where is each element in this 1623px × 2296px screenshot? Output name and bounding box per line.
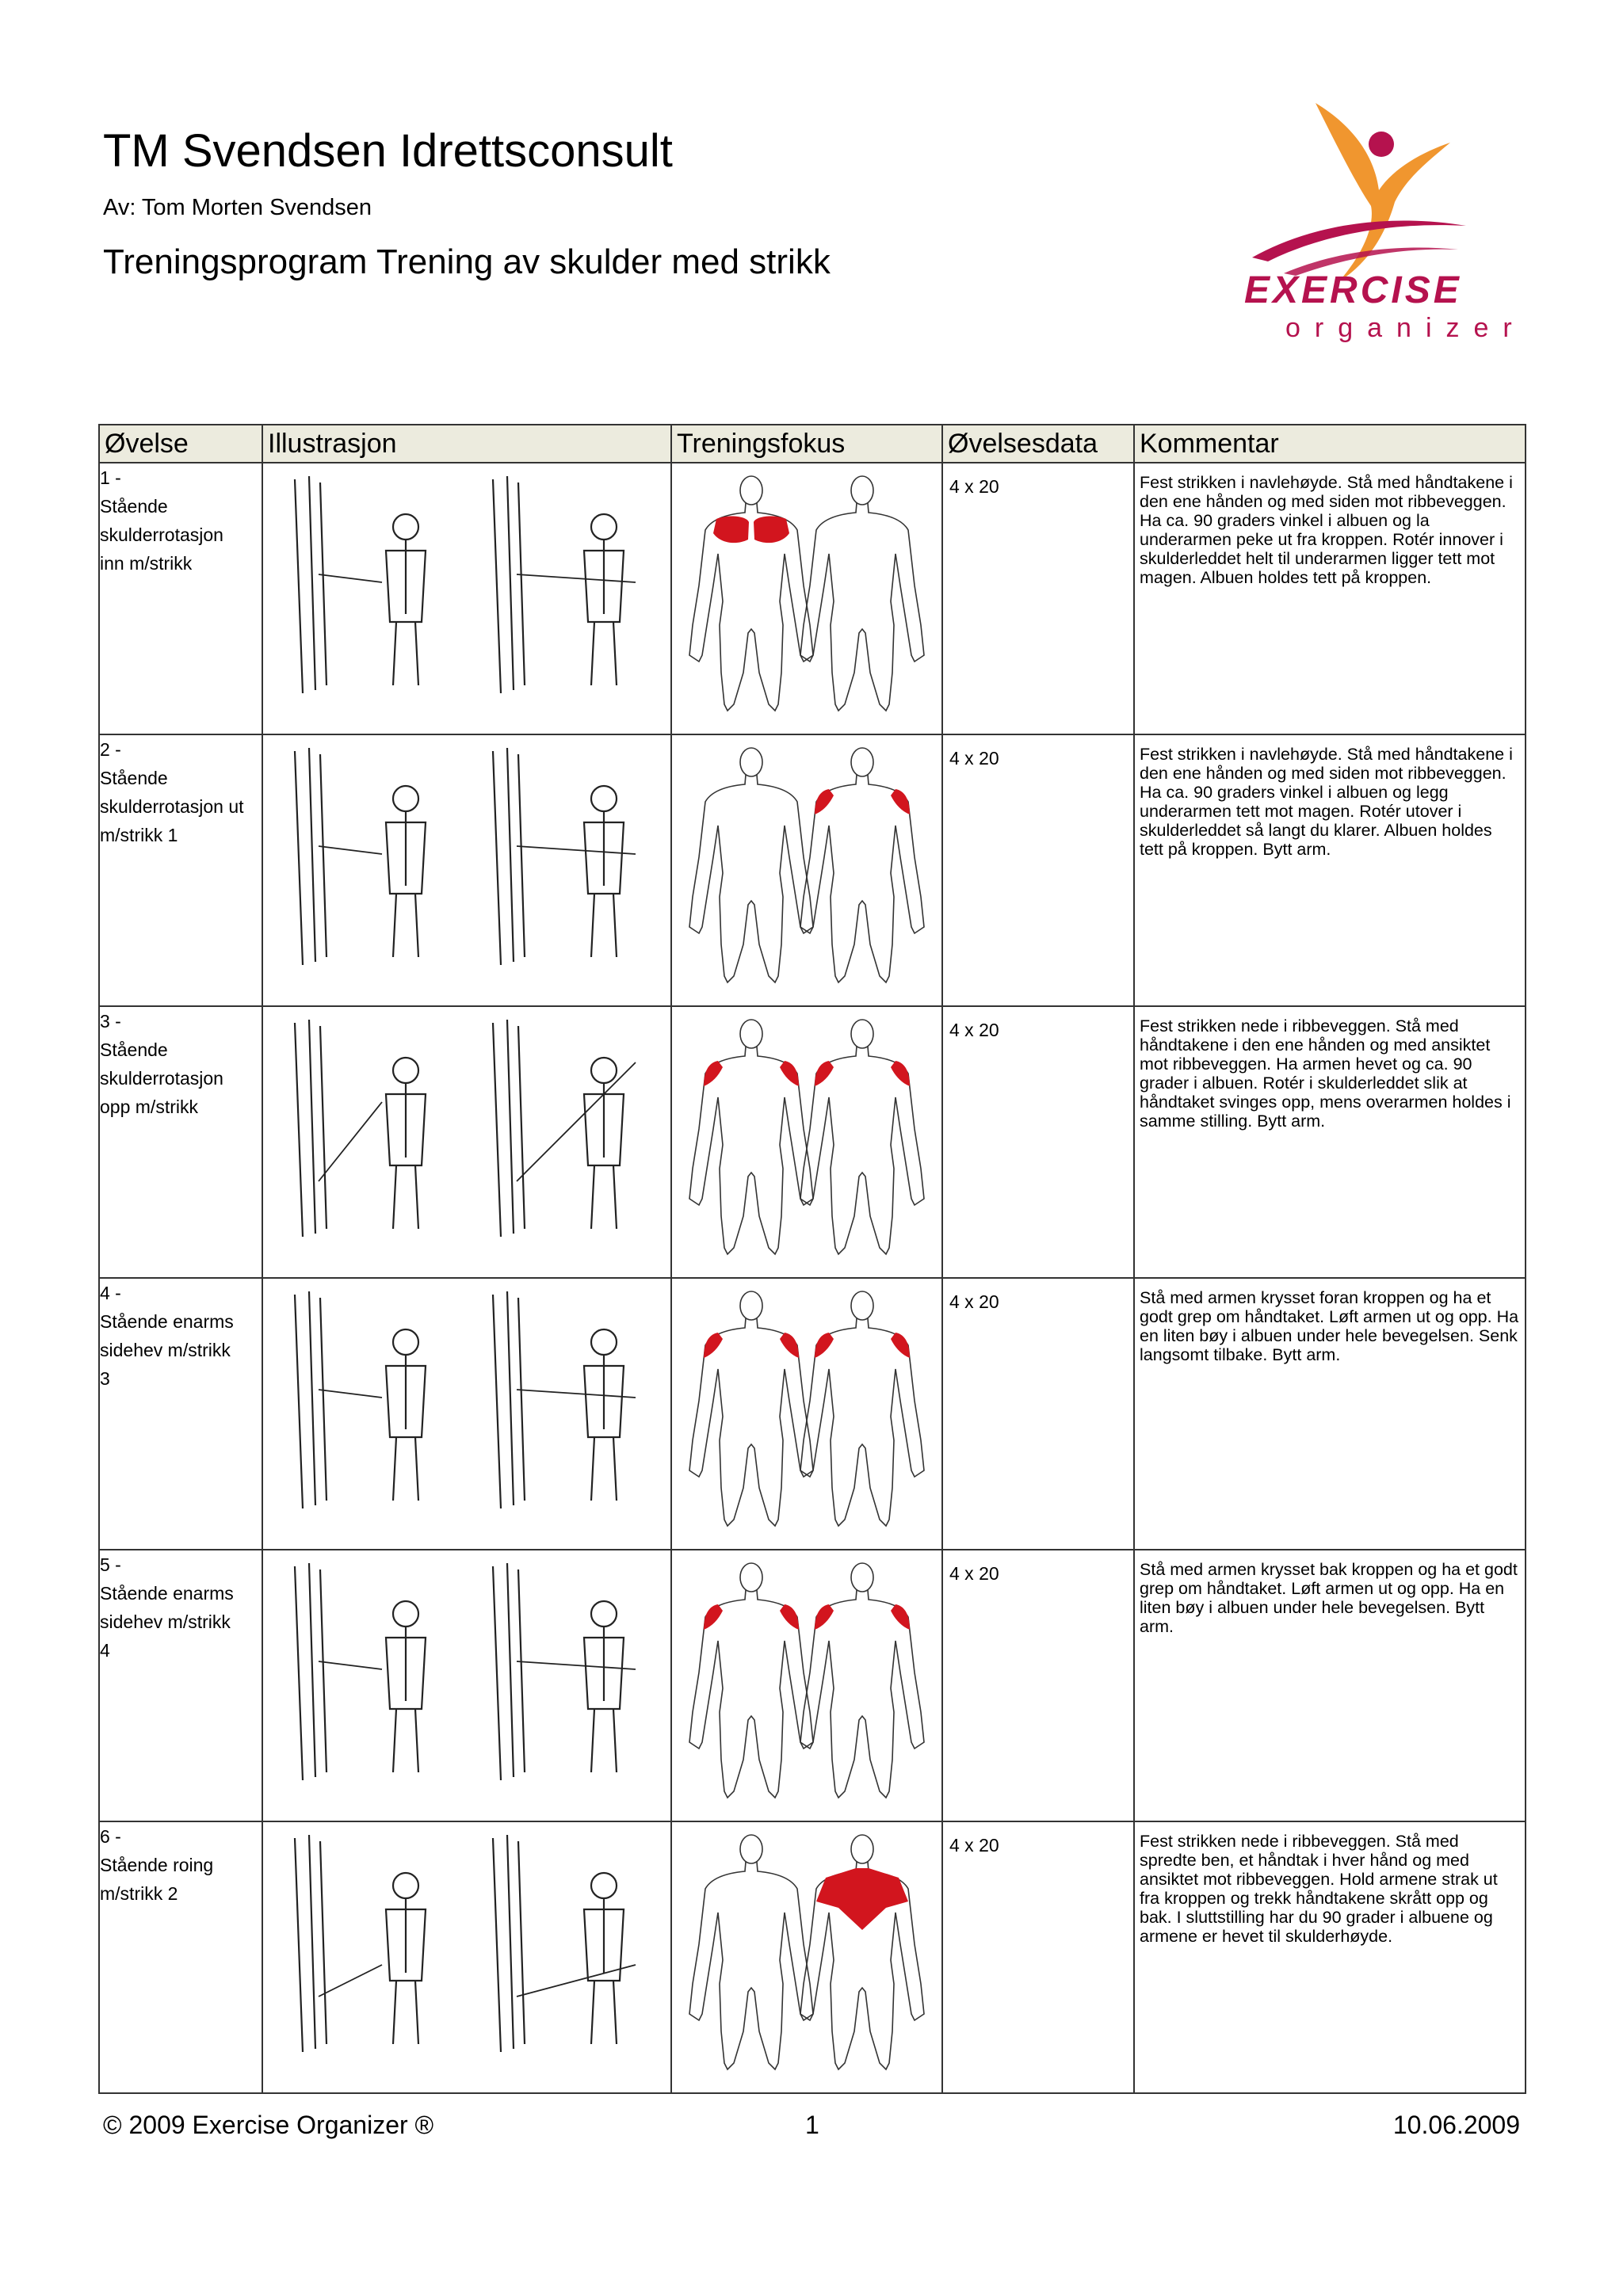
exercise-illustration: [262, 734, 671, 1006]
exercise-name-line: 1 -: [100, 467, 121, 488]
exercise-name-line: 3: [100, 1368, 110, 1389]
illustration-drawing: [263, 1279, 669, 1532]
exercise-name-line: 6 -: [100, 1826, 121, 1847]
exercise-name-cell: [99, 1550, 262, 1821]
program-title: Treningsprogram Trening av skulder med strikk: [103, 242, 831, 281]
exercise-name-line: Stående enarms: [100, 1583, 234, 1604]
header-training-focus: Treningsfokus: [671, 425, 942, 463]
exercise-name-cell: [99, 463, 262, 734]
muscle-map: [672, 1550, 940, 1804]
header-comment: Kommentar: [1134, 425, 1526, 463]
table-row: [99, 463, 1526, 734]
table-row: [99, 734, 1526, 1006]
exercise-name-line: 4: [100, 1640, 110, 1661]
training-focus-figure: [671, 1006, 942, 1278]
training-focus-figure: [671, 734, 942, 1006]
exercise-name-line: Stående roing: [100, 1855, 214, 1875]
table-row: [99, 1006, 1526, 1278]
exercise-comment: Stå med armen krysset bak kroppen og ha et godt grep om håndtaket. Løft armen ut og opp. Ha en liten bøy i albuen under hele bevegelsen. Bytt arm.: [1134, 1550, 1526, 1821]
exercise-name-line: skulderrotasjon: [100, 524, 223, 545]
exercise-name-cell: [99, 734, 262, 1006]
exercise-illustration: [262, 1550, 671, 1821]
exercise-illustration: [262, 1821, 671, 2093]
exercise-illustration: [262, 463, 671, 734]
exercise-name-line: Stående: [100, 1039, 168, 1060]
exercise-sets-reps: 4 x 20: [942, 734, 1134, 1006]
exercise-table: [98, 424, 1526, 2094]
exercise-name-line: sidehev m/strikk: [100, 1340, 231, 1360]
illustration-drawing: [263, 463, 669, 717]
exercise-sets-reps: 4 x 20: [942, 1006, 1134, 1278]
muscle-map: [672, 1279, 940, 1532]
exercise-name-line: skulderrotasjon ut: [100, 796, 244, 817]
exercise-sets-reps: 4 x 20: [942, 1821, 1134, 2093]
exercise-name-cell: [99, 1278, 262, 1550]
training-focus-figure: [671, 1821, 942, 2093]
header-exercise-data: Øvelsesdata: [942, 425, 1134, 463]
exercise-name-line: 4 -: [100, 1283, 121, 1303]
footer-copyright: © 2009 Exercise Organizer ®: [103, 2111, 434, 2139]
illustration-drawing: [263, 1822, 669, 2076]
logo-word-exercise: EXERCISE: [1244, 269, 1462, 311]
exercise-name-cell: [99, 1821, 262, 2093]
exercise-comment: Fest strikken i navlehøyde. Stå med håndtakene i den ene hånden og med siden mot ribbeveggen. Ha ca. 90 graders vinkel i albuen og legg underarmen tett mot magen. Rotér utover i skulderleddet så langt du klarer. Albuen holdes tett på kroppen. Bytt arm.: [1134, 734, 1526, 1006]
illustration-drawing: [263, 735, 669, 989]
exercise-name-line: sidehev m/strikk: [100, 1611, 231, 1632]
muscle-map: [672, 735, 940, 989]
exercise-name-line: skulderrotasjon: [100, 1068, 223, 1089]
illustration-drawing: [263, 1550, 669, 1804]
header-illustration: Illustrasjon: [262, 425, 671, 463]
training-focus-figure: [671, 1550, 942, 1821]
exercise-name-line: opp m/strikk: [100, 1097, 198, 1117]
exercise-name-line: m/strikk 1: [100, 825, 178, 845]
author-line: Av: Tom Morten Svendsen: [103, 195, 372, 220]
exercise-name-line: 5 -: [100, 1554, 121, 1575]
exercise-sets-reps: 4 x 20: [942, 1550, 1134, 1821]
table-row: [99, 1550, 1526, 1821]
footer-page-number: 1: [805, 2111, 819, 2139]
exercise-comment: Stå med armen krysset foran kroppen og ha et godt grep om håndtaket. Løft armen ut og opp. Ha en liten bøy i albuen under hele bevegelsen. Senk langsomt tilbake. Bytt arm.: [1134, 1278, 1526, 1550]
muscle-map: [672, 463, 940, 717]
training-focus-figure: [671, 1278, 942, 1550]
exercise-sets-reps: 4 x 20: [942, 463, 1134, 734]
table-row: [99, 1278, 1526, 1550]
exercise-sets-reps: 4 x 20: [942, 1278, 1134, 1550]
exercise-comment: Fest strikken i navlehøyde. Stå med håndtakene i den ene hånden og med siden mot ribbeveggen. Ha ca. 90 graders vinkel i albuen og la underarmen peke ut fra kroppen. Rotér innover i skulderleddet helt til underarmen ligger tett mot magen. Albuen holdes tett på kroppen.: [1134, 463, 1526, 734]
exercise-comment: Fest strikken nede i ribbeveggen. Stå med spredte ben, et håndtak i hver hånd og med ansiktet mot ribbeveggen. Hold armene strak ut fra kroppen og trekk håndtakene skrått opp og bak. I sluttstilling har du 90 grader i albuene og armene er hevet til skulderhøyde.: [1134, 1821, 1526, 2093]
exercise-name-line: Stående: [100, 768, 168, 788]
exercise-illustration: [262, 1278, 671, 1550]
exercise-name-line: 2 -: [100, 739, 121, 760]
logo-word-organizer: organizer: [1285, 313, 1526, 343]
exercise-illustration: [262, 1006, 671, 1278]
illustration-drawing: [263, 1007, 669, 1261]
exercise-name-line: m/strikk 2: [100, 1883, 178, 1904]
muscle-map: [672, 1007, 940, 1261]
exercise-comment: Fest strikken nede i ribbeveggen. Stå med håndtakene i den ene hånden og med ansiktet mot ribbeveggen. Ha armen hevet og ca. 90 grader i albuen. Rotér i skulderleddet slik at håndtaket svinges opp, mens overarmen holdes i samme stilling. Bytt arm.: [1134, 1006, 1526, 1278]
exercise-name-line: Stående: [100, 496, 168, 517]
exercise-name-cell: [99, 1006, 262, 1278]
footer-date: 10.06.2009: [1392, 2111, 1520, 2139]
muscle-map: [672, 1822, 940, 2076]
table-row: [99, 1821, 1526, 2093]
header-exercise: Øvelse: [99, 425, 262, 463]
exercise-name-line: Stående enarms: [100, 1311, 234, 1332]
table-header-row: [99, 425, 1526, 463]
exercise-name-line: 3 -: [100, 1011, 121, 1032]
org-title: TM Svendsen Idrettsconsult: [103, 125, 673, 177]
exercise-name-line: inn m/strikk: [100, 553, 193, 574]
exercise-organizer-logo: [1236, 95, 1537, 349]
training-focus-figure: [671, 463, 942, 734]
